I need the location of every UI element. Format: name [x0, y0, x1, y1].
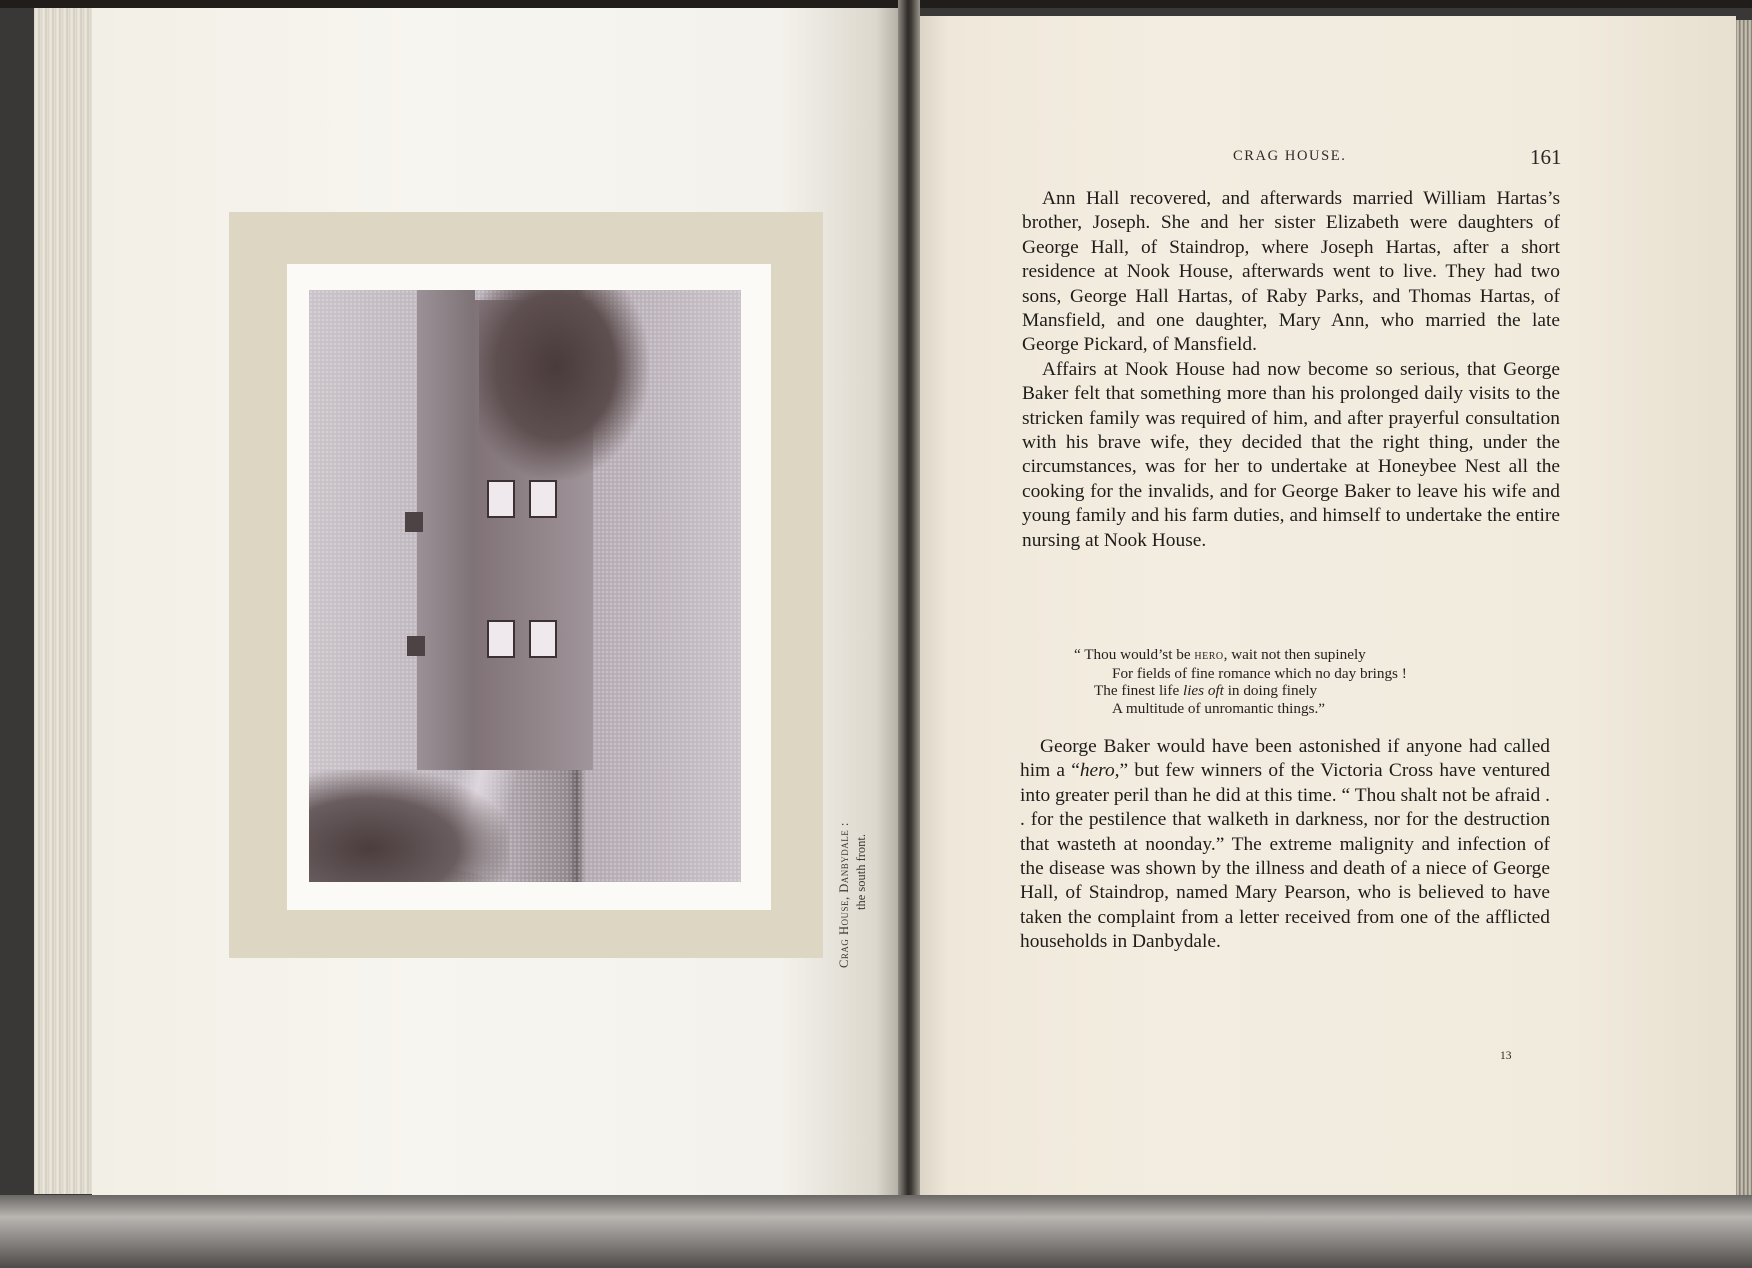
body-text-top — [1022, 187, 1560, 553]
photo-window — [529, 620, 557, 658]
paragraph-1: Ann Hall recovered, and afterwards married William Hartas’s brother, Joseph. She and her sister Elizabeth were daughters of George Hall, of Staindrop, where Joseph Hartas, after a short residence at Nook House, afterwards went to live. They had two sons, George Hall Hartas, of Raby Parks, and Thomas Hartas, of Mansfield, and one daughter, Mary Ann, who married the late George Pickard, of Mansfield. — [1022, 188, 1560, 356]
right-page-edges — [1736, 20, 1752, 1205]
photo-shrubs — [309, 770, 509, 882]
photo-chimney — [407, 636, 425, 656]
running-head: CRAG HOUSE. — [1233, 148, 1347, 164]
verse-line-2: For fields of fine romance which no day brings ! — [1112, 664, 1407, 682]
photo-trees — [479, 290, 649, 480]
photo-chimney — [405, 512, 423, 532]
book-gutter — [898, 0, 920, 1205]
page-number: 161 — [1530, 145, 1562, 169]
scanner-edge-shadow — [0, 1195, 1752, 1268]
verse-quotation — [1074, 646, 1514, 717]
plate-caption — [836, 822, 870, 968]
plate-caption-title: Crag House, Danbydale : — [837, 822, 851, 968]
verse-line-1: “ Thou would’st be hero, wait not then supinely — [1074, 646, 1366, 663]
paragraph-2: Affairs at Nook House had now become so serious, that George Baker felt that something more than his prolonged daily visits to the stricken family was required of him, and after prayerful consultation with his brave wife, they decided that the right thing, under the circumstances, was for her to undertake at Honeybee Nest all the cooking for the invalids, and for George Baker to leave his wife and young family and his farm duties, and himself to undertake the entire nursing at Nook House. — [1022, 358, 1560, 551]
crag-house-photograph — [309, 290, 741, 882]
signature-mark: 13 — [1500, 1050, 1512, 1062]
plate-caption-subtitle: the south front. — [854, 833, 868, 910]
photo-window — [487, 620, 515, 658]
paragraph-3: George Baker would have been astonished if anyone had called him a “hero,” but few winners of the Victoria Cross have ventured into greater peril than he did at this time. “ Thou shalt not be afraid . . for the pestilence that walketh in darkness, nor for the destruction that wasteth at noonday.” The extreme malignity and infection of the disease was shown by the illness and death of a niece of George Hall, of Staindrop, named Mary Pearson, who is believed to have taken the complaint from a letter received from one of the afflicted households in Danbydale. — [1020, 736, 1550, 953]
verse-line-3: The finest life lies oft in doing finely — [1094, 682, 1318, 700]
photo-roof — [417, 290, 475, 770]
photo-window — [529, 480, 557, 518]
body-text-bottom — [1020, 735, 1550, 955]
verse-line-4: A multitude of unromantic things.” — [1112, 699, 1326, 717]
photo-window — [487, 480, 515, 518]
